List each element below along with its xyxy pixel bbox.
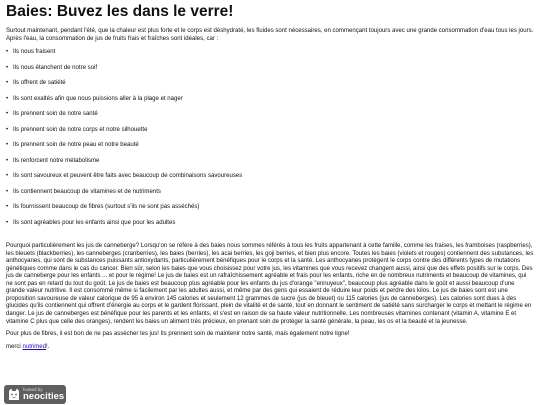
bullet-symbol: • bbox=[6, 64, 9, 71]
thanks-line: merci nutrimed!. bbox=[6, 343, 50, 350]
list-item: • Ils sont exaltés afin que nous puissions aller à la plage et nager bbox=[6, 95, 183, 102]
bullet-symbol: • bbox=[6, 142, 9, 149]
list-item: • Ils contiennent beaucoup de vitamines et de nutriments bbox=[6, 188, 161, 195]
list-item: • Ils sont savoureux et peuvent être faits avec beaucoup de combinaisons savoureuses bbox=[6, 173, 243, 180]
list-item: • Ils nous fraisent bbox=[6, 49, 56, 56]
neocities-badge[interactable] bbox=[4, 385, 66, 404]
badge-hosted-by: hosted by bbox=[23, 387, 43, 392]
benefits-list bbox=[6, 49, 534, 235]
bullet-symbol: • bbox=[6, 204, 9, 211]
bullet-symbol: • bbox=[6, 111, 9, 118]
bullet-symbol: • bbox=[6, 80, 9, 87]
list-item: • Ils prennent soin de notre santé bbox=[6, 111, 98, 118]
bullet-symbol: • bbox=[6, 219, 9, 226]
bullet-symbol: • bbox=[6, 49, 9, 56]
page-title: Baies: Buvez les dans le verre! bbox=[6, 3, 234, 20]
neocities-cat-icon bbox=[8, 388, 20, 401]
fibres-paragraph: Pour plus de fibres, il est bon de ne pas assécher les jus! Ils prennent soin de maintenir notre santé, mais également notre ligne! bbox=[6, 331, 350, 338]
intro-paragraph: Surtout maintenant, pendant l'été, que la chaleur est plus forte et le corps est déshydraté, les fluides sont nécessaires, en commençant toujours avec une grande consommation d'eau tous les jours. Après l'eau, la consommation de jus de fruits frais et fraîches sont idéales, car : bbox=[6, 28, 534, 42]
body-paragraph: Pourquoi particulièrement les jus de canneberge? Lorsqu'on se réfère à des baies nous sommes référés à tous les fruits appartenant à cette famille, comme les fraises, les framboises (raspberries), les bleuets (blackberries), les canneberges (cranberries), les baies (berries), les acai berries, les goji berries, et bien plus encore. Toutes les baies (violets et rouges) contiennent des substances, les anthocyanes, qui sont de substances puissants antioxydants, particulièrement bénéfiques pour le corps et la santé. Les anthocyanes protègent le corps contre des différents types de mutations génétiques comme dans le cas du cancer. Bien sûr, selon les baies que vous choisissez pour votre jus, les vitamines que vous recevez changent aussi, ainsi que des effets positifs sur le corps. Des jus de canneberge pour les enfants ... et pour le régime! Le jus de baies est un rafraîchissement agréable et frais pour les enfants, riche en de nombreux nutriments et beaucoup de vitamines, qui ne sont pas en retard du tout du goût. Le jus de baies est beaucoup plus agréable pour les enfants du jus d'orange "ennuyeux", beaucoup plus agréable dans le goût et aussi beaucoup d'une grande valeur nutritive. Il est consommé même si facilement par les adultes aussi, et même par des gens qui essaient de réduire leur poids et perdre des kilos. Le jus de baies sont est une proposition savoureuse de valeur calorique de 95 à environ 145 calories et seulement 12 grammes de sucre (jus de bleuet) ou 115 calories (jus de canneberges). Les calories sont dues à des glucides qu'ils contiennent qui offrent d'énergie au corps et le gardent florissant, plein de vitalité et de santé, tout en donnant le sentiment de satiété sans surcharger le corps et mettant le régime en danger. Le jus de canneberges est bénéfique pour les parents et les enfants, et s'est en raison de sa haute valeur nutritionnelle. Les nombreuses vitamines contenant (vitamin A, vitamine E et vitamine C plus que celle des oranges), rendent les baies un aliment très précieux, en prenant soin de protéger la santé générale, la peau, les os et la beauté et la jeunesse. bbox=[6, 243, 534, 325]
bullet-symbol: • bbox=[6, 188, 9, 195]
list-item: • Ils fournissent beaucoup de fibres (surtout s'ils ne sont pas asséchés) bbox=[6, 204, 200, 211]
list-item: • Ils offrent de satiété bbox=[6, 80, 66, 87]
list-item: • Ils prennent soin de notre corps et notre silhouette bbox=[6, 126, 148, 133]
list-item: • Ils prennent soin de notre peau et notre beauté bbox=[6, 142, 139, 149]
bullet-symbol: • bbox=[6, 173, 9, 180]
bullet-symbol: • bbox=[6, 157, 9, 164]
bullet-symbol: • bbox=[6, 126, 9, 133]
badge-neocities: neocities bbox=[23, 391, 65, 402]
nutrimed-link[interactable]: nutrimed bbox=[22, 343, 46, 350]
list-item: • Ils nous étanchent de notre soif bbox=[6, 64, 98, 71]
list-item: • Ils sont agréables pour les enfants ainsi que pour les adultes bbox=[6, 219, 176, 226]
list-item: • Ils renforcent notre métabolisme bbox=[6, 157, 100, 164]
bullet-symbol: • bbox=[6, 95, 9, 102]
